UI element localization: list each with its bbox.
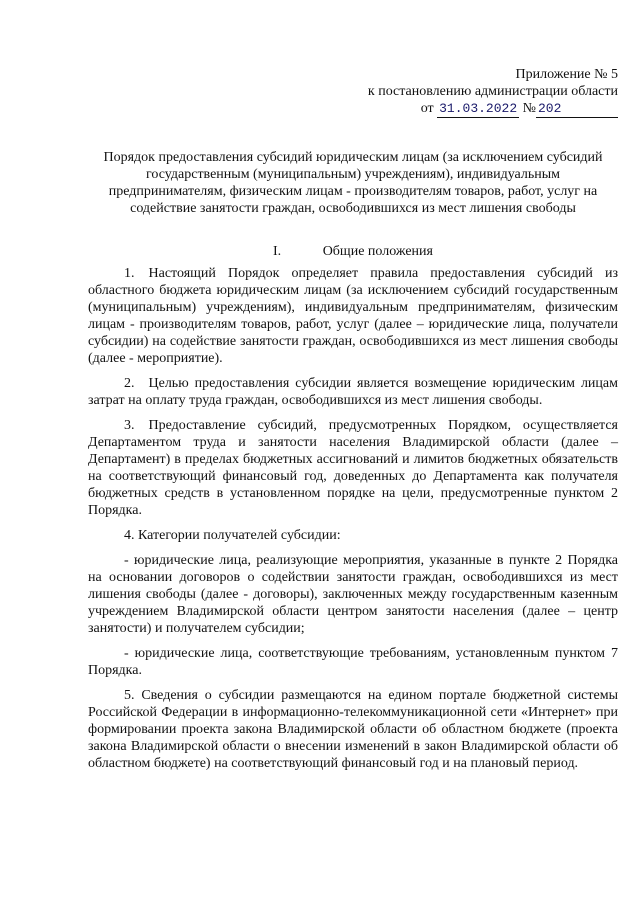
number-prefix: № [522, 101, 536, 116]
paragraph-text: - юридические лица, реализующие мероприятия, указанные в пункте 2 Порядка на основании договоров о содействии занятости граждан, освободившихся из мест лишения свободы (далее - договоры), заключенных между государственным казенным учреждением Владимирской области центром занятости населения (далее – центр занятости) и получателем субсидии; [88, 553, 618, 636]
resolution-date: 31.03.2022 [439, 101, 518, 116]
paragraph [88, 687, 618, 772]
paragraph-text: 5. Сведения о субсидии размещаются на едином портале бюджетной системы Российской Федерации в информационно-телекоммуникационной сети «Интернет» при формировании проекта закона Владимирской области об областном бюджете (проекта закона Владимирской области о внесении изменений в закон Владимирской области об областном бюджете) на соответствующий финансовый год и на плановый период. [88, 688, 618, 771]
section-heading [88, 243, 618, 260]
paragraph [88, 265, 618, 367]
paragraph-number: 3. [124, 418, 135, 433]
paragraph [88, 552, 618, 637]
section-number: I. [273, 244, 282, 259]
paragraph-number: 2. [124, 376, 135, 391]
document-body [88, 265, 618, 780]
resolution-number: 202 [536, 100, 618, 118]
appendix-date-line [368, 100, 618, 118]
paragraph [88, 645, 618, 679]
document-title: Порядок предоставления субсидий юридическим лицам (за исключением субсидий государственным (муниципальным) учреждениям), индивидуальным предпринимателям, физическим лицам - производителям товаров, работ, услуг на содействие занятости граждан, освободившихся из мест лишения свободы [103, 150, 603, 216]
paragraph [88, 375, 618, 409]
appendix-header [368, 66, 618, 118]
paragraph-text: Целью предоставления субсидии является возмещение юридическим лицам затрат на оплату труда граждан, освободившихся из мест лишения свободы. [88, 376, 618, 408]
date-prefix: от [420, 101, 434, 116]
appendix-resolution: к постановлению администрации области [367, 84, 618, 99]
appendix-number: Приложение № 5 [515, 67, 618, 82]
paragraph-text: - юридические лица, соответствующие требованиям, установленным пунктом 7 Порядка. [88, 646, 618, 678]
paragraph [88, 417, 618, 519]
paragraph-text: 4. Категории получателей субсидии: [124, 528, 341, 543]
paragraph-number: 1. [124, 266, 135, 281]
paragraph-text: Настоящий Порядок определяет правила предоставления субсидий из областного бюджета юридическим лицам (за исключением субсидий государственным (муниципальным) учреждениям), индивидуальным предпринимателям, физическим лицам - производителям товаров, работ, услуг (далее – юридические лица, получатели субсидии) на содействие занятости граждан, освободившихся из мест лишения свободы (далее - мероприятие). [88, 266, 618, 366]
section-title: Общие положения [322, 244, 433, 259]
paragraph-text: Предоставление субсидий, предусмотренных Порядком, осуществляется Департаментом труда и занятости населения Владимирской области (далее – Департамент) в пределах бюджетных ассигнований и лимитов бюджетных обязательств на соответствующий финансовый год, доведенных до Департамента как получателя бюджетных средств в установленном порядке на цели, предусмотренные пунктом 2 Порядка. [88, 418, 618, 518]
paragraph [88, 527, 618, 544]
